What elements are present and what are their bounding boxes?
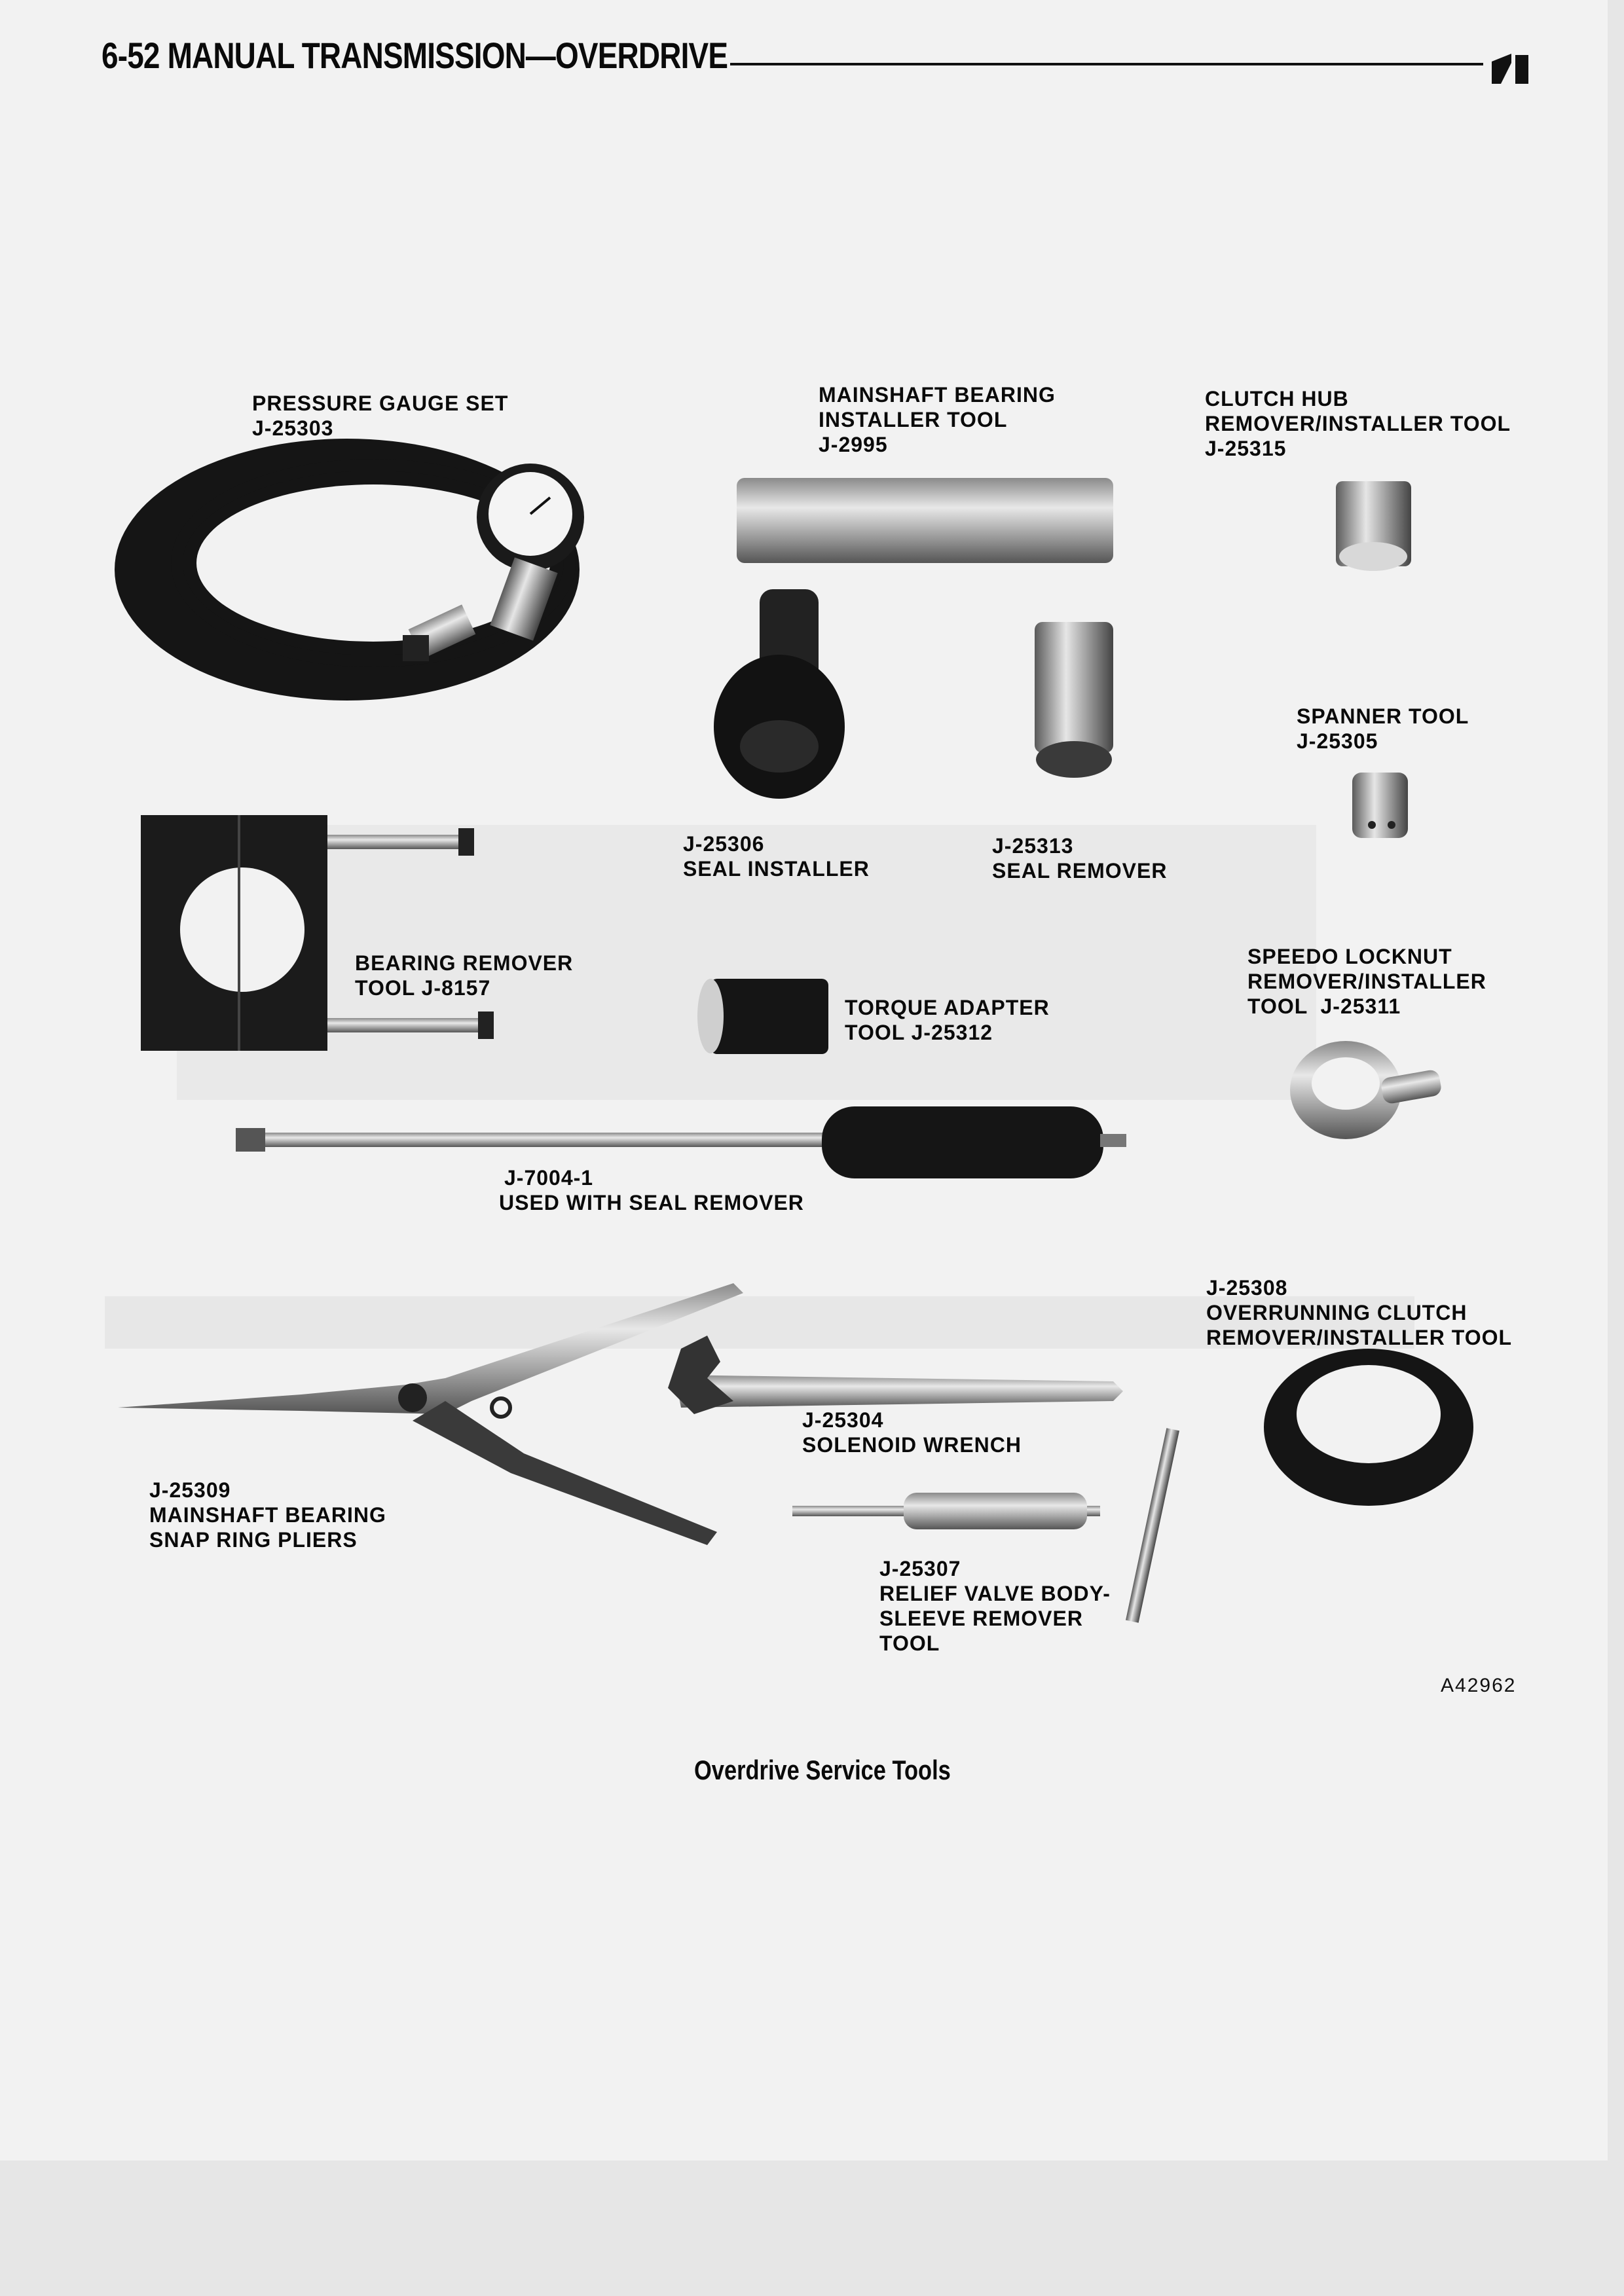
label-solenoid-wrench: J-25304 SOLENOID WRENCH <box>802 1408 1022 1457</box>
figure-caption: Overdrive Service Tools <box>694 1755 951 1785</box>
label-snap-ring-pliers: J-25309 MAINSHAFT BEARING SNAP RING PLIERS <box>149 1478 386 1552</box>
label-seal-remover: J-25313 SEAL REMOVER <box>992 834 1168 883</box>
pressure-gauge-set-image <box>115 439 584 701</box>
label-torque-adapter-tool: TORQUE ADAPTER TOOL J-25312 <box>845 996 1050 1044</box>
figure-id: A42962 <box>1441 1675 1517 1696</box>
label-relief-valve-sleeve-remover: J-25307 RELIEF VALVE BODY- SLEEVE REMOVER TOOL <box>879 1557 1111 1655</box>
spanner-tool-image <box>1352 773 1408 838</box>
overrunning-clutch-tool-image <box>1264 1349 1473 1506</box>
torque-adapter-image <box>697 979 828 1054</box>
seal-installer-image <box>714 589 845 799</box>
label-pressure-gauge-set: PRESSURE GAUGE SET J-25303 <box>252 392 509 440</box>
label-speedo-locknut-tool: SPEEDO LOCKNUT REMOVER/INSTALLER TOOL J-25311 <box>1247 945 1486 1018</box>
label-bearing-remover-tool: BEARING REMOVER TOOL J-8157 <box>355 951 574 1000</box>
header-rule <box>730 63 1483 65</box>
label-spanner-tool: SPANNER TOOL J-25305 <box>1297 704 1469 753</box>
seal-remover-image <box>1035 622 1113 778</box>
jeep-logo-icon <box>1492 54 1531 84</box>
label-slide-hammer: J-7004-1 USED WITH SEAL REMOVER <box>499 1166 804 1214</box>
label-clutch-hub-tool: CLUTCH HUB REMOVER/INSTALLER TOOL J-25315 <box>1205 387 1511 460</box>
page-header-title: 6-52 MANUAL TRANSMISSION—OVERDRIVE <box>101 35 728 76</box>
label-mainshaft-bearing-installer: MAINSHAFT BEARING INSTALLER TOOL J-2995 <box>819 383 1056 456</box>
speedo-locknut-tool-image <box>1290 1041 1443 1139</box>
mainshaft-bearing-installer-image <box>737 478 1113 563</box>
label-overrunning-clutch-tool: J-25308 OVERRUNNING CLUTCH REMOVER/INSTALLER TOOL <box>1206 1276 1513 1349</box>
label-seal-installer: J-25306 SEAL INSTALLER <box>683 832 870 881</box>
clutch-hub-tool-image <box>1336 481 1411 571</box>
